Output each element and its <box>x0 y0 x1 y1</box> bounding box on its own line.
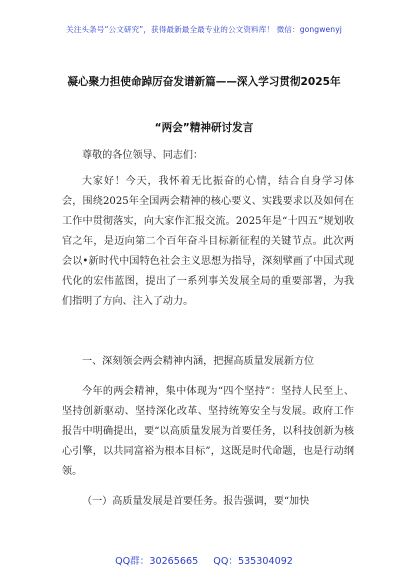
footer-qq-group: QQ群：30265665 <box>115 556 199 567</box>
body-paragraph-2: 今年的两会精神，集中体现为“四个坚持”：坚持人民至上、坚持创新驱动、坚持深化改革、坚持统筹安全与发展。政府工作报告中明确提出，要“以高质量发展为首要任务，以科技创新为核心引擎，以共同富裕为根本目标”，这既是时代命题，也是行动纲领。 <box>62 386 354 477</box>
greeting: 尊敬的各位领导、同志们： <box>82 150 204 161</box>
footer-qq: QQ：535304092 <box>213 556 293 567</box>
body-paragraph-1: 大家好！今天，我怀着无比振奋的心情，结合自身学习体会，围绕2025年全国两会精神的核心要义、实践要求以及如何在工作中贯彻落实，向大家作汇报交流。2025年是“十四五”规划收官之年，是迈向第二个百年奋斗目标新征程的关键节点。此次两会以•新时代中国特色社会主义思想为指导，深刻擘画了中国式现代化的宏伟蓝图，提出了一系列事关发展全局的重要部署，为我们指明了方向、注入了动力。 <box>62 176 354 307</box>
section-heading-1: 一、深刻领会两会精神内涵，把握高质量发展新方位 <box>82 356 315 367</box>
footer-contact <box>0 553 408 567</box>
document-title-line-1: 凝心聚力担使命踔厉奋发谱新篇——深入学习贯彻2025年 <box>67 76 341 88</box>
document-title-line-2: “两会”精神研讨发言 <box>154 122 254 134</box>
body-paragraph-3: （一）高质量发展是首要任务。报告强调，要“加快 <box>82 496 310 507</box>
header-note: 关注头条号“公文研究”，获得最新最全最专业的公文资料库！ 微信：gongwenyj <box>66 25 342 34</box>
